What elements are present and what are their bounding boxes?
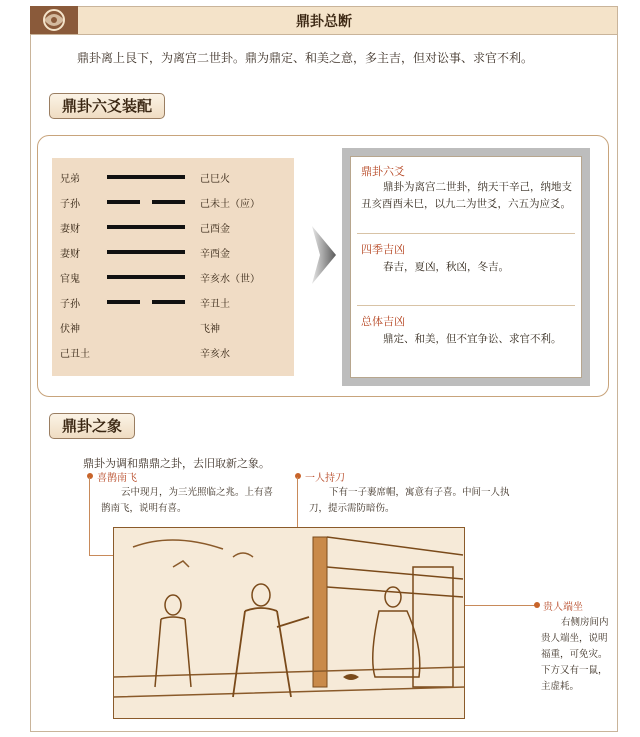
row-stem: 己巳火: [200, 174, 230, 185]
hexagram-row: [52, 218, 294, 236]
row-relation: 伏神: [60, 324, 80, 335]
yang-line: [107, 250, 185, 254]
annotation-dot: [534, 602, 540, 608]
note-heading-lines: 鼎卦六爻: [361, 165, 405, 178]
row-stem: 辛亥水（世）: [200, 274, 260, 285]
hexagram-row: [52, 193, 294, 211]
divider: [357, 233, 575, 234]
image-caption: 鼎卦为调和鼎鼎之卦，去旧取新之象。: [83, 457, 270, 470]
row-relation: 兄弟: [60, 174, 80, 185]
note-heading-seasons: 四季吉凶: [361, 243, 405, 256]
hexagram-row: [52, 318, 294, 336]
leader-line: [465, 605, 537, 606]
woodcut-illustration: [113, 527, 465, 719]
yin-line: [152, 300, 185, 304]
yang-line: [107, 175, 185, 179]
row-stem: 辛酉金: [200, 249, 230, 260]
note-text-overall: 鼎定、和美，但不宜争讼、求官不利。: [383, 333, 562, 345]
hexagram-row: [52, 243, 294, 261]
note-heading-overall: 总体吉凶: [361, 315, 405, 328]
hexagram-row: [52, 343, 294, 361]
annotation-text-magpie: 云中现月，为三光照临之兆。上有喜鹊南飞，说明有喜。: [101, 487, 274, 514]
notes-inner: [350, 156, 582, 378]
yang-line: [107, 275, 185, 279]
title-bar: [31, 7, 617, 35]
yin-line: [107, 300, 140, 304]
annotation-label-magpie: 喜鹊南飞: [97, 473, 137, 484]
hexagram-row: [52, 293, 294, 311]
row-relation: 官鬼: [60, 274, 80, 285]
row-stem: 己酉金: [200, 224, 230, 235]
row-relation: 妻财: [60, 249, 80, 260]
row-stem: 辛亥水: [200, 349, 230, 360]
section-title-image: 鼎卦之象: [49, 413, 135, 439]
annotation-dot: [87, 473, 93, 479]
leader-line: [89, 477, 90, 555]
hexagram-table: [52, 158, 294, 376]
woodcut-scene-icon: [113, 527, 465, 719]
notes-box: [342, 148, 590, 386]
annotation-text-noble: 右侧房间内贵人端坐，说明福重，可免灾。下方又有一鼠，主虚耗。: [541, 617, 609, 692]
row-stem: 辛丑土: [200, 299, 230, 310]
note-text-seasons: 春吉，夏凶，秋凶，冬吉。: [383, 261, 509, 273]
page-frame: [30, 6, 618, 732]
yin-line: [107, 200, 140, 204]
hexagram-row: [52, 168, 294, 186]
row-stem: 飞神: [200, 324, 220, 335]
row-relation: 子孙: [60, 199, 80, 210]
note-text-lines: 鼎卦为离宫二世卦，纳天干辛己，纳地支丑亥酉酉未巳，以九二为世爻，六五为应爻。: [361, 181, 572, 210]
page-title: 鼎卦总断: [296, 14, 352, 30]
row-relation: 己丑土: [60, 349, 90, 360]
hexagram-panel: [37, 135, 609, 397]
intro-text: 鼎卦离上艮下，为离宫二世卦。鼎为鼎定、和美之意，多主吉，但对讼事、求官不利。: [77, 51, 534, 65]
annotation-dot: [295, 473, 301, 479]
annotation-label-noble: 贵人端坐: [543, 602, 583, 613]
yang-line: [107, 225, 185, 229]
divider: [357, 305, 575, 306]
yin-line: [152, 200, 185, 204]
row-stem: 己未土（应）: [200, 199, 260, 210]
annotation-label-sword: 一人持刀: [305, 473, 345, 484]
row-relation: 子孙: [60, 299, 80, 310]
arrow-right-icon: [310, 224, 338, 290]
hexagram-row: [52, 268, 294, 286]
row-relation: 妻财: [60, 224, 80, 235]
section-title-lines: 鼎卦六爻装配: [49, 93, 165, 119]
annotation-text-sword: 下有一子裹席帽，寓意有子喜。中间一人执刀，提示需防暗伤。: [309, 487, 510, 514]
